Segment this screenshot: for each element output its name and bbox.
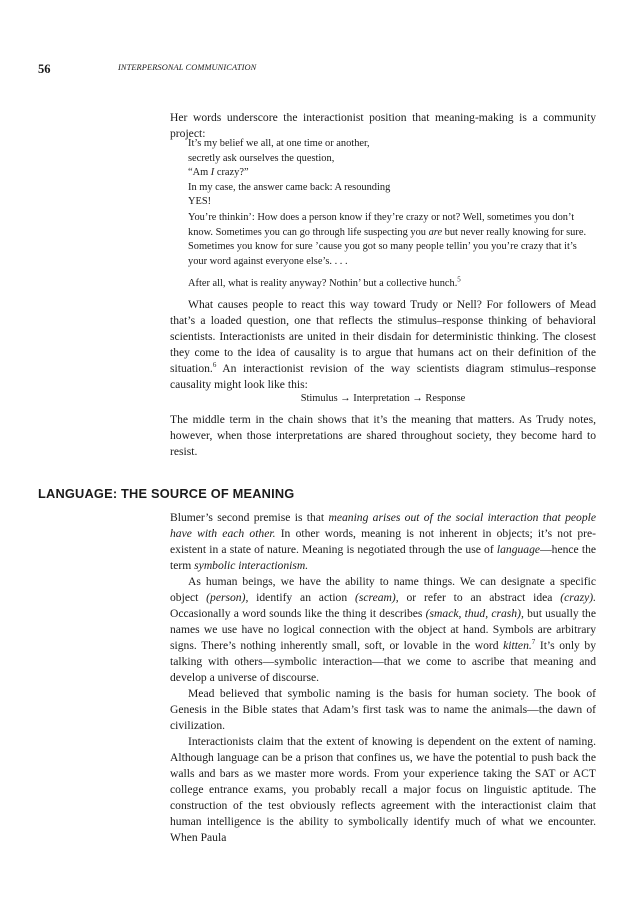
text-part: but usually the names we use have no logical connection with the object at hand. Symbols are arbitrary signs. There’s nothing inherently small, soft, or lovable in the word: [170, 607, 597, 652]
poem-line: YES!: [188, 196, 212, 208]
section-paragraph: Interactionists claim that the extent of knowing is dependent on the extent of naming. Although language can be a prison that confines us, we have the potential to push back the walls and bars as we master more words. From your experience taking the SAT or ACT college entrance exams, you probably recall a major focus on linguistic aptitude. The construction of the test obviously reflects agreement with the interactionist claim that human intelligence is the ability to symbolically identify much of what we encounter. When Paula: [170, 735, 596, 844]
page-header: [38, 62, 598, 76]
quote-paragraph: [188, 211, 596, 269]
quote-tail-text: [188, 277, 596, 292]
emphasis: symbolic interactionism.: [194, 559, 309, 572]
emphasis: (scream),: [354, 591, 399, 604]
quote-emphasis: are: [428, 226, 443, 238]
section-paragraph: [170, 510, 596, 574]
emphasis: meaning arises out of the social interaction that people have with each other.: [170, 511, 596, 540]
poem-text: crazy?”: [214, 167, 249, 179]
quote-text-part: but never really knowing for sure. Sometimes you know for sure ’cause you got so many people tellin’ you you’re crazy that it’s your word against everyone else’s. . . .: [188, 226, 587, 267]
section-body: [170, 510, 596, 846]
emphasis: (crazy).: [560, 591, 596, 604]
paragraph-text: The middle term in the chain shows that it’s the meaning that matters. As Trudy notes, however, when those interpretations are shared throughout society, they become hard to resist.: [170, 413, 596, 458]
running-head: INTERPERSONAL COMMUNICATION: [118, 63, 257, 72]
intro-paragraph: Her words underscore the interactionist position that meaning-making is a community project:: [170, 110, 596, 140]
section-paragraph: Mead believed that symbolic naming is the basis for human society. The book of Genesis in the Bible states that Adam’s first task was to name the animals—the dawn of civilization.: [170, 687, 596, 732]
section-paragraph: [170, 574, 596, 686]
poem-line: In my case, the answer came back: A resounding: [188, 181, 391, 193]
quote-text: [188, 211, 596, 269]
poem-line: secretly ask ourselves the question,: [188, 152, 335, 164]
footnote-marker: 5: [457, 275, 461, 284]
emphasis: language: [496, 543, 541, 556]
paragraph-text: [170, 297, 596, 393]
text-part: or refer to an abstract idea: [398, 591, 561, 604]
poem-text: “Am: [188, 167, 211, 179]
text-part: It’s only by talking with others—symbolic interaction—that we come to ascribe that meaning and develop a universe of discourse.: [170, 639, 596, 684]
quote-text-part: You’re thinkin’: How does a person know if they’re crazy or not? Well, sometimes you don’t know. Sometimes you can go through life suspecting you: [188, 212, 575, 238]
footnote-marker: 6: [212, 361, 217, 370]
emphasis: (person),: [206, 591, 249, 604]
paragraph-part: An interactionist revision of the way scientists diagram stimulus–response causality might look like this:: [170, 362, 596, 391]
text-part: Occasionally a word sounds like the thing it describes: [170, 607, 426, 620]
quote-tail: [188, 277, 596, 292]
emphasis: kitten.: [503, 639, 532, 652]
text-part: identify an action: [248, 591, 355, 604]
poem-line: It’s my belief we all, at one time or another,: [188, 138, 370, 149]
quote-poem: [188, 137, 596, 210]
paragraph-part: What causes people to react this way toward Trudy or Nell? For followers of Mead that’s a loaded question, one that reflects the stimulus–response thinking of behavioral scientists. Interactionists are united in their disdain for deterministic thinking. The closest they come to the idea of causality is to argue that humans act on their definition of the situation.: [170, 298, 596, 375]
body-paragraph: [170, 412, 596, 460]
poem-line: [188, 166, 596, 181]
text-part: Blumer’s second premise is that: [170, 511, 329, 524]
text-part: —hence the term: [170, 543, 597, 572]
stimulus-response-formula: Stimulus → Interpretation → Response: [300, 393, 466, 404]
section-heading: LANGUAGE: THE SOURCE OF MEANING: [38, 486, 295, 501]
emphasis: (smack, thud, crash),: [425, 607, 524, 620]
footnote-marker: 7: [531, 638, 536, 647]
text-part: In other words, meaning is not inherent in objects; it’s not pre-existent in a state of nature. Meaning is negotiated through the use of: [170, 527, 596, 556]
text-part: As human beings, we have the ability to name things. We can designate a specific object: [170, 575, 596, 604]
body-paragraph: [170, 297, 596, 393]
page-number: 56: [38, 62, 51, 76]
poem-emphasis: I: [210, 167, 215, 179]
quote-tail-part: After all, what is reality anyway? Nothin’ but a collective hunch.: [188, 278, 458, 289]
